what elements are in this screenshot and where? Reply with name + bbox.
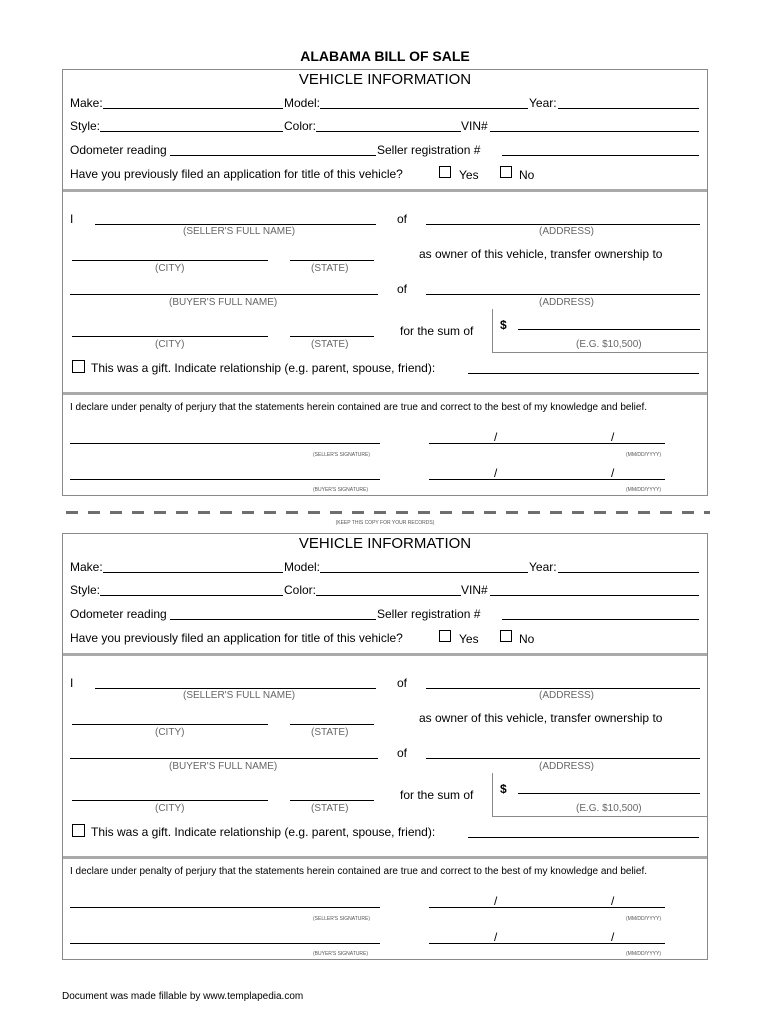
style-label: Style: [70, 119, 101, 133]
dollar-sign: $ [500, 782, 507, 796]
model-label: Model: [284, 560, 321, 574]
odometer-field[interactable] [170, 155, 376, 156]
gift-text: This was a gift. Indicate relationship (e.g. parent, spouse, friend): [91, 361, 436, 375]
make-label: Make: [70, 96, 103, 110]
section-divider-2 [63, 392, 707, 395]
buyer-address-field[interactable] [426, 294, 700, 295]
bill-of-sale-copy-1 [0, 0, 770, 500]
seller-city-caption: (CITY) [155, 263, 185, 274]
buyer-address-caption: (ADDRESS) [539, 297, 595, 308]
seller-state-field[interactable] [290, 724, 374, 725]
of-label: of [397, 676, 408, 690]
yes-checkbox[interactable] [439, 166, 451, 178]
seller-address-field[interactable] [426, 224, 700, 225]
odometer-label: Odometer reading [70, 143, 167, 157]
vin-field[interactable] [490, 595, 699, 596]
gift-relationship-field[interactable] [468, 837, 699, 838]
seller-signature-caption: (SELLER'S SIGNATURE) [313, 916, 370, 922]
seller-signature-field[interactable] [70, 907, 380, 908]
model-field[interactable] [320, 572, 528, 573]
sum-label: for the sum of [400, 788, 474, 802]
gift-relationship-field[interactable] [468, 373, 699, 374]
buyer-signature-field[interactable] [70, 943, 380, 944]
buyer-name-caption: (BUYER'S FULL NAME) [169, 761, 278, 772]
odometer-field[interactable] [170, 619, 376, 620]
odometer-label: Odometer reading [70, 607, 167, 621]
title-question: Have you previously filed an application for title of this vehicle? [70, 167, 403, 181]
buyer-city-field[interactable] [72, 800, 268, 801]
seller-name-field[interactable] [95, 224, 376, 225]
buyer-name-field[interactable] [70, 758, 378, 759]
date-slash: / [494, 930, 498, 944]
seller-address-caption: (ADDRESS) [539, 226, 595, 237]
year-label: Year: [529, 96, 557, 110]
sale-price-caption: (E.G. $10,500) [576, 803, 642, 814]
i-label: I [70, 212, 74, 226]
declaration-text: I declare under penalty of perjury that the statements herein contained are true and correct to the best of my knowledge and belief. [70, 866, 648, 877]
buyer-state-caption: (STATE) [311, 803, 349, 814]
transfer-text: as owner of this vehicle, transfer ownership to [419, 711, 663, 725]
of-label: of [397, 212, 408, 226]
buyer-address-field[interactable] [426, 758, 700, 759]
section-divider [63, 189, 707, 192]
buyer-city-caption: (CITY) [155, 803, 185, 814]
keep-copy-note: (KEEP THIS COPY FOR YOUR RECORDS) [335, 520, 435, 526]
buyer-signature-caption: (BUYER'S SIGNATURE) [313, 487, 369, 493]
buyer-state-field[interactable] [290, 800, 374, 801]
seller-name-field[interactable] [95, 688, 376, 689]
seller-date-field[interactable] [429, 907, 665, 908]
seller-registration-label: Seller registration # [377, 607, 481, 621]
gift-checkbox[interactable] [72, 824, 85, 837]
vin-label: VIN# [461, 583, 488, 597]
seller-signature-caption: (SELLER'S SIGNATURE) [313, 452, 370, 458]
seller-date-caption: (MM/DD/YYYY) [626, 916, 661, 922]
seller-registration-label: Seller registration # [377, 143, 481, 157]
date-slash: / [611, 894, 615, 908]
seller-city-field[interactable] [72, 724, 268, 725]
buyer-date-caption: (MM/DD/YYYY) [626, 487, 661, 493]
style-field[interactable] [100, 131, 283, 132]
seller-state-caption: (STATE) [311, 727, 349, 738]
color-field[interactable] [316, 595, 461, 596]
date-slash: / [494, 466, 498, 480]
buyer-address-caption: (ADDRESS) [539, 761, 595, 772]
make-field[interactable] [103, 572, 283, 573]
seller-address-field[interactable] [426, 688, 700, 689]
yes-label: Yes [459, 168, 479, 182]
color-label: Color: [284, 119, 317, 133]
model-label: Model: [284, 96, 321, 110]
sale-price-caption: (E.G. $10,500) [576, 339, 642, 350]
buyer-state-field[interactable] [290, 336, 374, 337]
buyer-name-caption: (BUYER'S FULL NAME) [169, 297, 278, 308]
buyer-state-caption: (STATE) [311, 339, 349, 350]
color-field[interactable] [316, 131, 461, 132]
buyer-city-field[interactable] [72, 336, 268, 337]
date-slash: / [494, 894, 498, 908]
no-label: No [519, 632, 535, 646]
buyer-signature-caption: (BUYER'S SIGNATURE) [313, 951, 369, 957]
of-label-buyer: of [397, 282, 408, 296]
model-field[interactable] [320, 108, 528, 109]
make-label: Make: [70, 560, 103, 574]
i-label: I [70, 676, 74, 690]
vin-label: VIN# [461, 119, 488, 133]
bill-of-sale-copy-2 [0, 464, 770, 964]
year-label: Year: [529, 560, 557, 574]
no-checkbox[interactable] [500, 630, 512, 642]
buyer-city-caption: (CITY) [155, 339, 185, 350]
sum-label: for the sum of [400, 324, 474, 338]
yes-label: Yes [459, 632, 479, 646]
gift-checkbox[interactable] [72, 360, 85, 373]
no-checkbox[interactable] [500, 166, 512, 178]
dollar-sign: $ [500, 318, 507, 332]
document-title: ALABAMA BILL OF SALE [300, 48, 470, 64]
year-field[interactable] [558, 108, 699, 109]
seller-signature-field[interactable] [70, 443, 380, 444]
declaration-text: I declare under penalty of perjury that the statements herein contained are true and correct to the best of my knowledge and belief. [70, 402, 648, 413]
seller-state-field[interactable] [290, 260, 374, 261]
vin-field[interactable] [490, 131, 699, 132]
buyer-name-field[interactable] [70, 294, 378, 295]
sale-price-field[interactable] [518, 329, 700, 330]
color-label: Color: [284, 583, 317, 597]
seller-city-field[interactable] [72, 260, 268, 261]
seller-registration-field[interactable] [502, 619, 699, 620]
seller-name-caption: (SELLER'S FULL NAME) [183, 690, 296, 701]
buyer-date-caption: (MM/DD/YYYY) [626, 951, 661, 957]
footer-note: Document was made fillable by www.templapedia.com [62, 991, 304, 1002]
vehicle-info-heading: VEHICLE INFORMATION [298, 535, 472, 552]
seller-registration-field[interactable] [502, 155, 699, 156]
yes-checkbox[interactable] [439, 630, 451, 642]
year-field[interactable] [558, 572, 699, 573]
style-field[interactable] [100, 595, 283, 596]
vehicle-info-heading: VEHICLE INFORMATION [298, 71, 472, 88]
style-label: Style: [70, 583, 101, 597]
title-question: Have you previously filed an application for title of this vehicle? [70, 631, 403, 645]
section-divider [63, 653, 707, 656]
seller-date-field[interactable] [429, 443, 665, 444]
sale-price-field[interactable] [518, 793, 700, 794]
seller-name-caption: (SELLER'S FULL NAME) [183, 226, 296, 237]
seller-state-caption: (STATE) [311, 263, 349, 274]
seller-address-caption: (ADDRESS) [539, 690, 595, 701]
of-label-buyer: of [397, 746, 408, 760]
date-slash: / [611, 466, 615, 480]
date-slash: / [611, 930, 615, 944]
section-divider-2 [63, 856, 707, 859]
buyer-date-field[interactable] [429, 943, 665, 944]
gift-text: This was a gift. Indicate relationship (e.g. parent, spouse, friend): [91, 825, 436, 839]
make-field[interactable] [103, 108, 283, 109]
date-slash: / [611, 430, 615, 444]
seller-date-caption: (MM/DD/YYYY) [626, 452, 661, 458]
transfer-text: as owner of this vehicle, transfer ownership to [419, 247, 663, 261]
date-slash: / [494, 430, 498, 444]
seller-city-caption: (CITY) [155, 727, 185, 738]
no-label: No [519, 168, 535, 182]
